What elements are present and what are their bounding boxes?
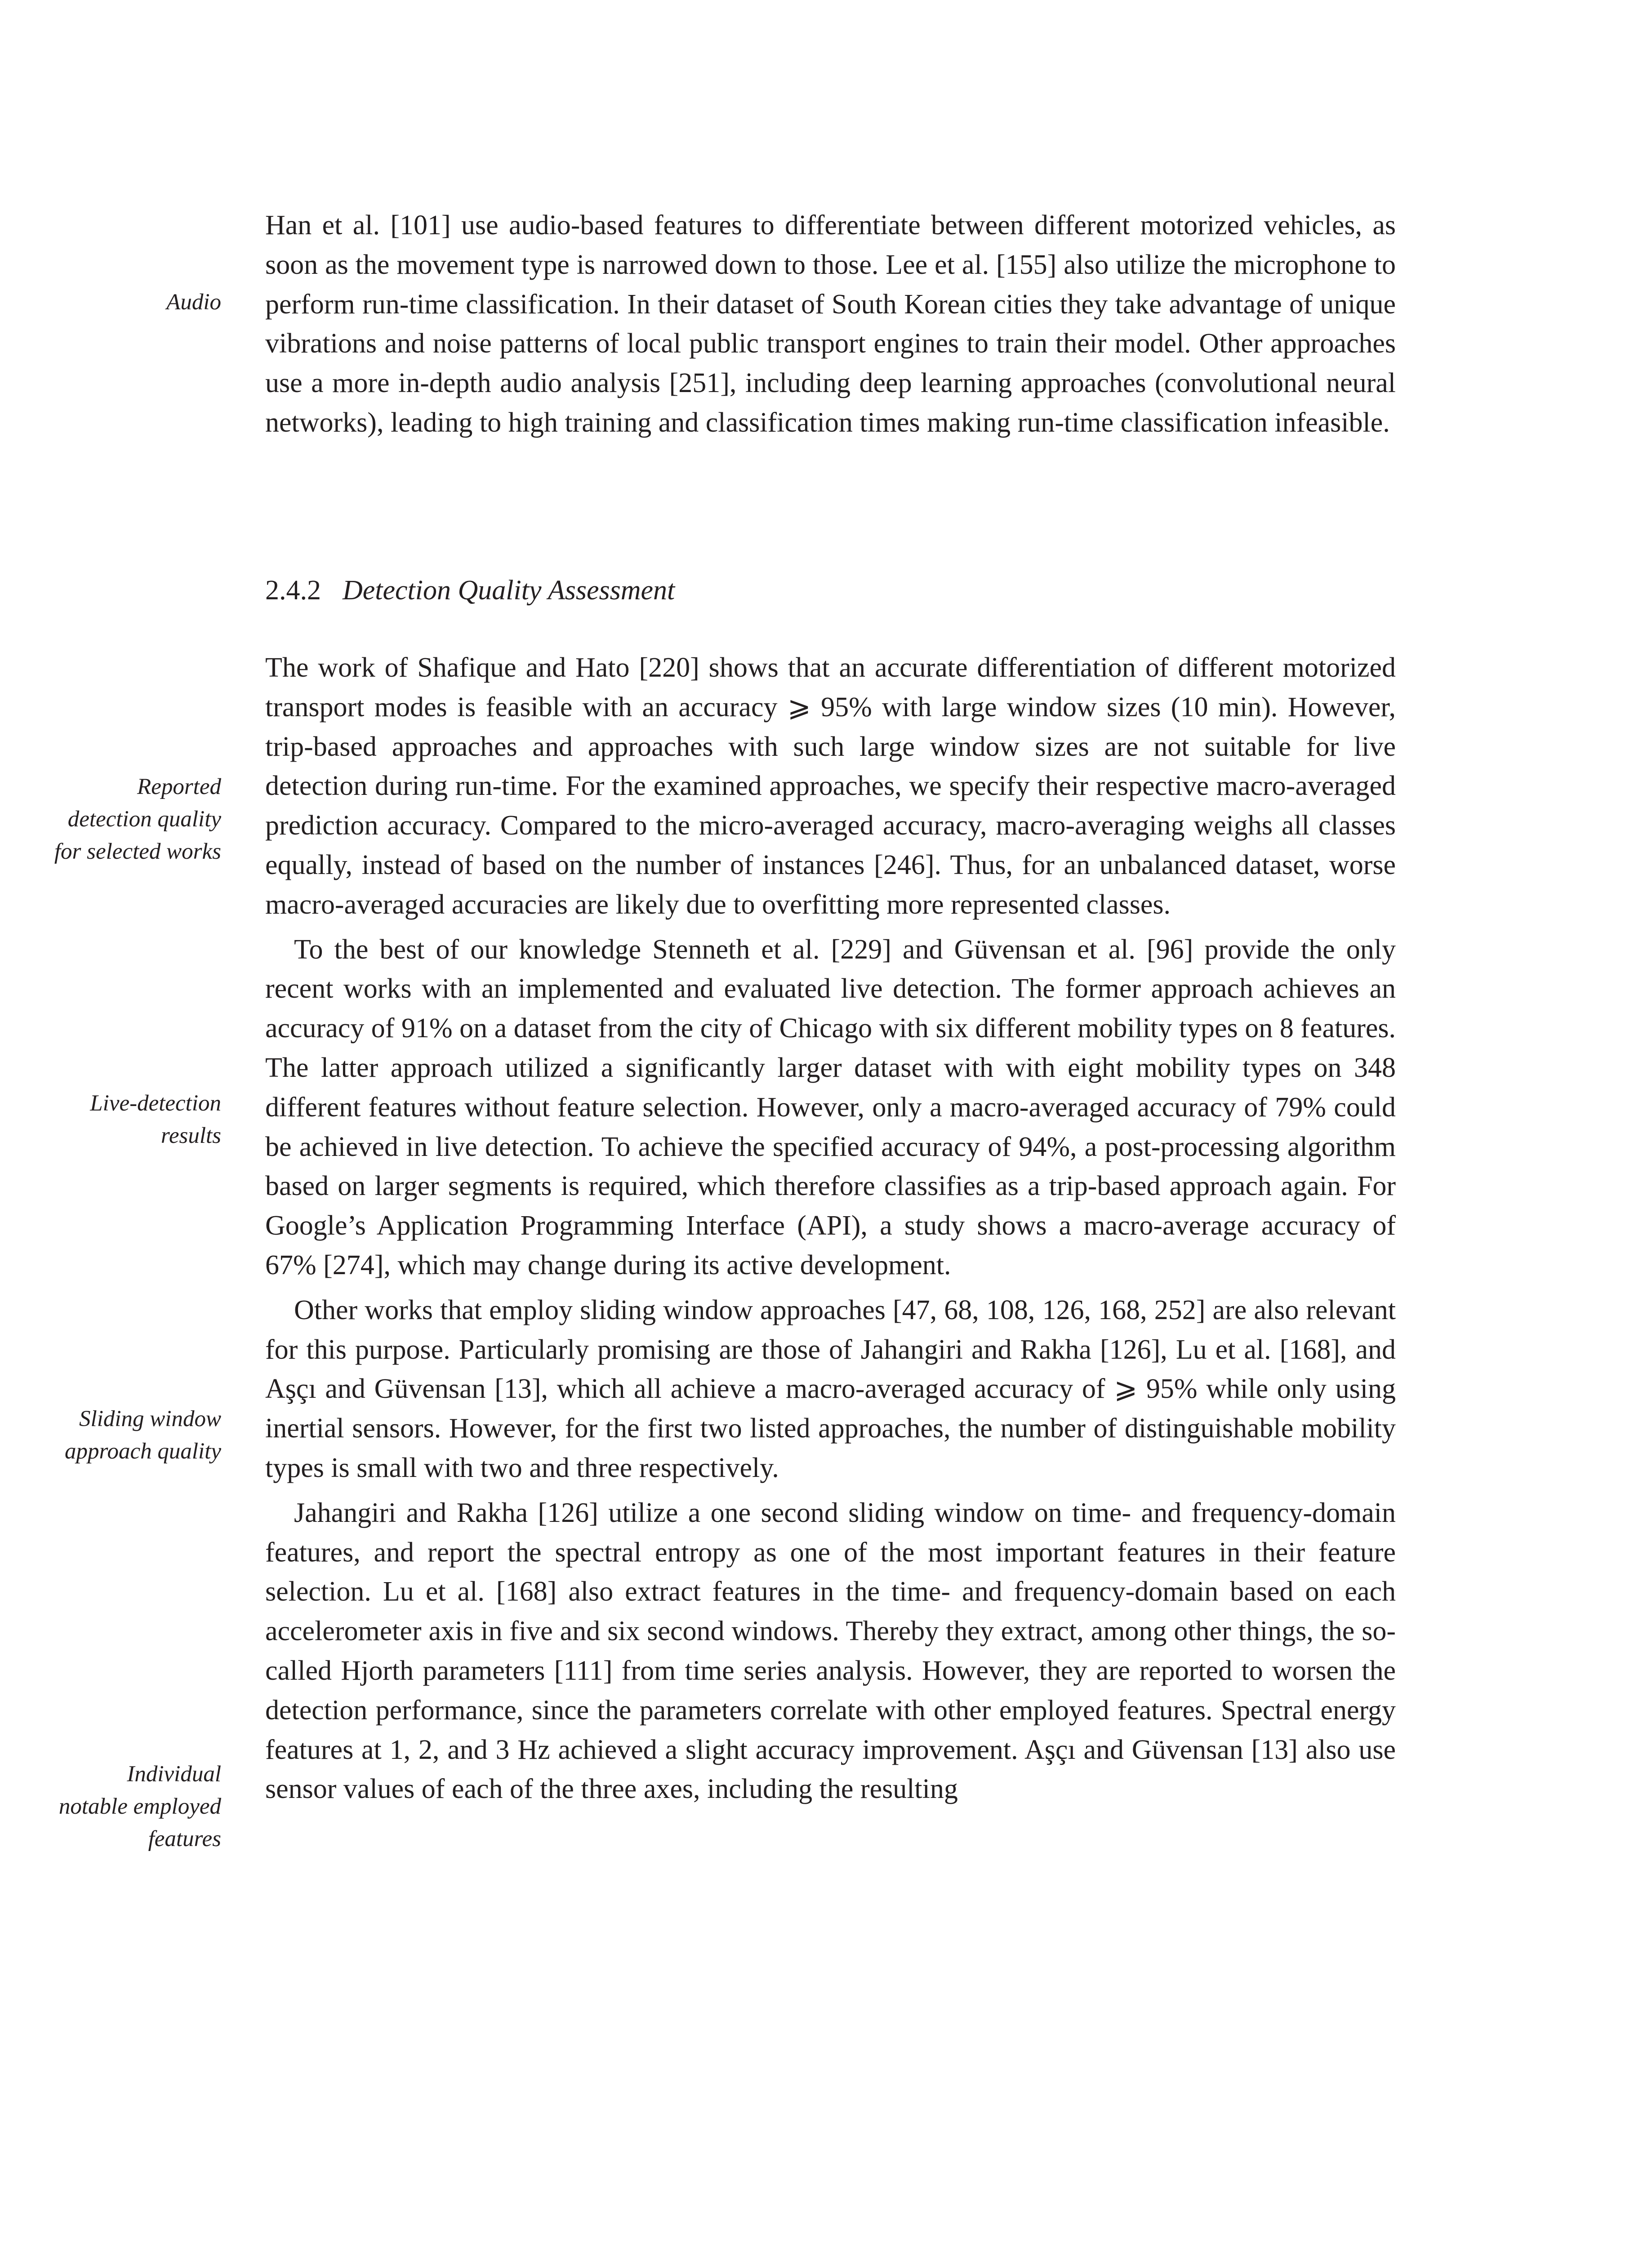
margin-note-live-detection-results: Live-detection results bbox=[90, 1091, 221, 1148]
body-text-top bbox=[265, 206, 1396, 443]
paragraph-audio: Han et al. [101] use audio-based features to differentiate between different motorized vehicles, as soon as the movement type is narrowed down to those. Lee et al. [155] also utilize the microphone to perform run-time classification. In their dataset of South Korean cities they take advantage of unique vibrations and noise patterns of local public transport engines to train their model. Other approaches use a more in-depth audio analysis [251], including deep learning approaches (convolutional neural networks), leading to high training and classification times making run-time classification infeasible. bbox=[265, 210, 1396, 438]
margin-note-individual-features: Individual notable employed features bbox=[58, 1762, 221, 1851]
paragraph-sliding-window: Other works that employ sliding window approaches [47, 68, 108, 126, 168, 252] are also relevant for this purpose. Particularly promising are those of Jahangiri and Rakha [126], Lu et al. [168], and Aşçı and Güvensan [13], which all achieve a macro-averaged accuracy of ⩾ 95% while only using inertial sensors. However, for the first two listed approaches, the number of distinguishable mobility types is small with two and three respectively. bbox=[265, 1294, 1396, 1483]
paragraph-shafique: The work of Shafique and Hato [220] shows that an accurate differentiation of different motorized transport modes is feasible with an accuracy ⩾ 95% with large window sizes (10 min). However, trip-based approaches and approaches with such large window sizes are not suitable for live detection during run-time. For the examined approaches, we specify their respective macro-averaged prediction accuracy. Compared to the micro-averaged accuracy, macro-averaging weighs all classes equally, instead of based on the number of instances [246]. Thus, for an unbalanced dataset, worse macro-averaged accuracies are likely due to overfitting more represented classes. bbox=[265, 652, 1396, 920]
margin-note-reported-detection-quality: Reported detection quality for selected works bbox=[54, 774, 221, 864]
margin-note-audio: Audio bbox=[166, 290, 221, 315]
margin-note-sliding-window-quality: Sliding window approach quality bbox=[65, 1406, 221, 1464]
body-text-main bbox=[265, 648, 1396, 1809]
paragraph-live-detection: To the best of our knowledge Stenneth et al. [229] and Güvensan et al. [96] provide the only recent works with an implemented and evaluated live detection. The former approach achieves an accuracy of 91% on a dataset from the city of Chicago with six different mobility types on 8 features. The latter approach utilized a significantly larger dataset with with eight mobility types on 348 different features without feature selection. However, only a macro-averaged accuracy of 79% could be achieved in live detection. To achieve the specified accuracy of 94%, a post-processing algorithm based on larger segments is required, which therefore classifies as a trip-based approach again. For Google’s Application Programming Interface (API), a study shows a macro-average accuracy of 67% [274], which may change during its active development. bbox=[265, 934, 1396, 1280]
section-heading bbox=[265, 571, 675, 611]
section-title: Detection Quality Assessment bbox=[343, 575, 675, 606]
paragraph-features: Jahangiri and Rakha [126] utilize a one second sliding window on time- and frequency-domain features, and report the spectral entropy as one of the most important features in their feature selection. Lu et al. [168] also extract features in the time- and frequency-domain based on each accelerometer axis in five and six second windows. Thereby they extract, among other things, the so-called Hjorth parameters [111] from time series analysis. However, they are reported to worsen the detection performance, since the parameters correlate with other employed features. Spectral energy features at 1, 2, and 3 Hz achieved a slight accuracy improvement. Aşçı and Güvensan [13] also use sensor values of each of the three axes, including the resulting bbox=[265, 1497, 1396, 1805]
section-number: 2.4.2 bbox=[265, 575, 321, 606]
